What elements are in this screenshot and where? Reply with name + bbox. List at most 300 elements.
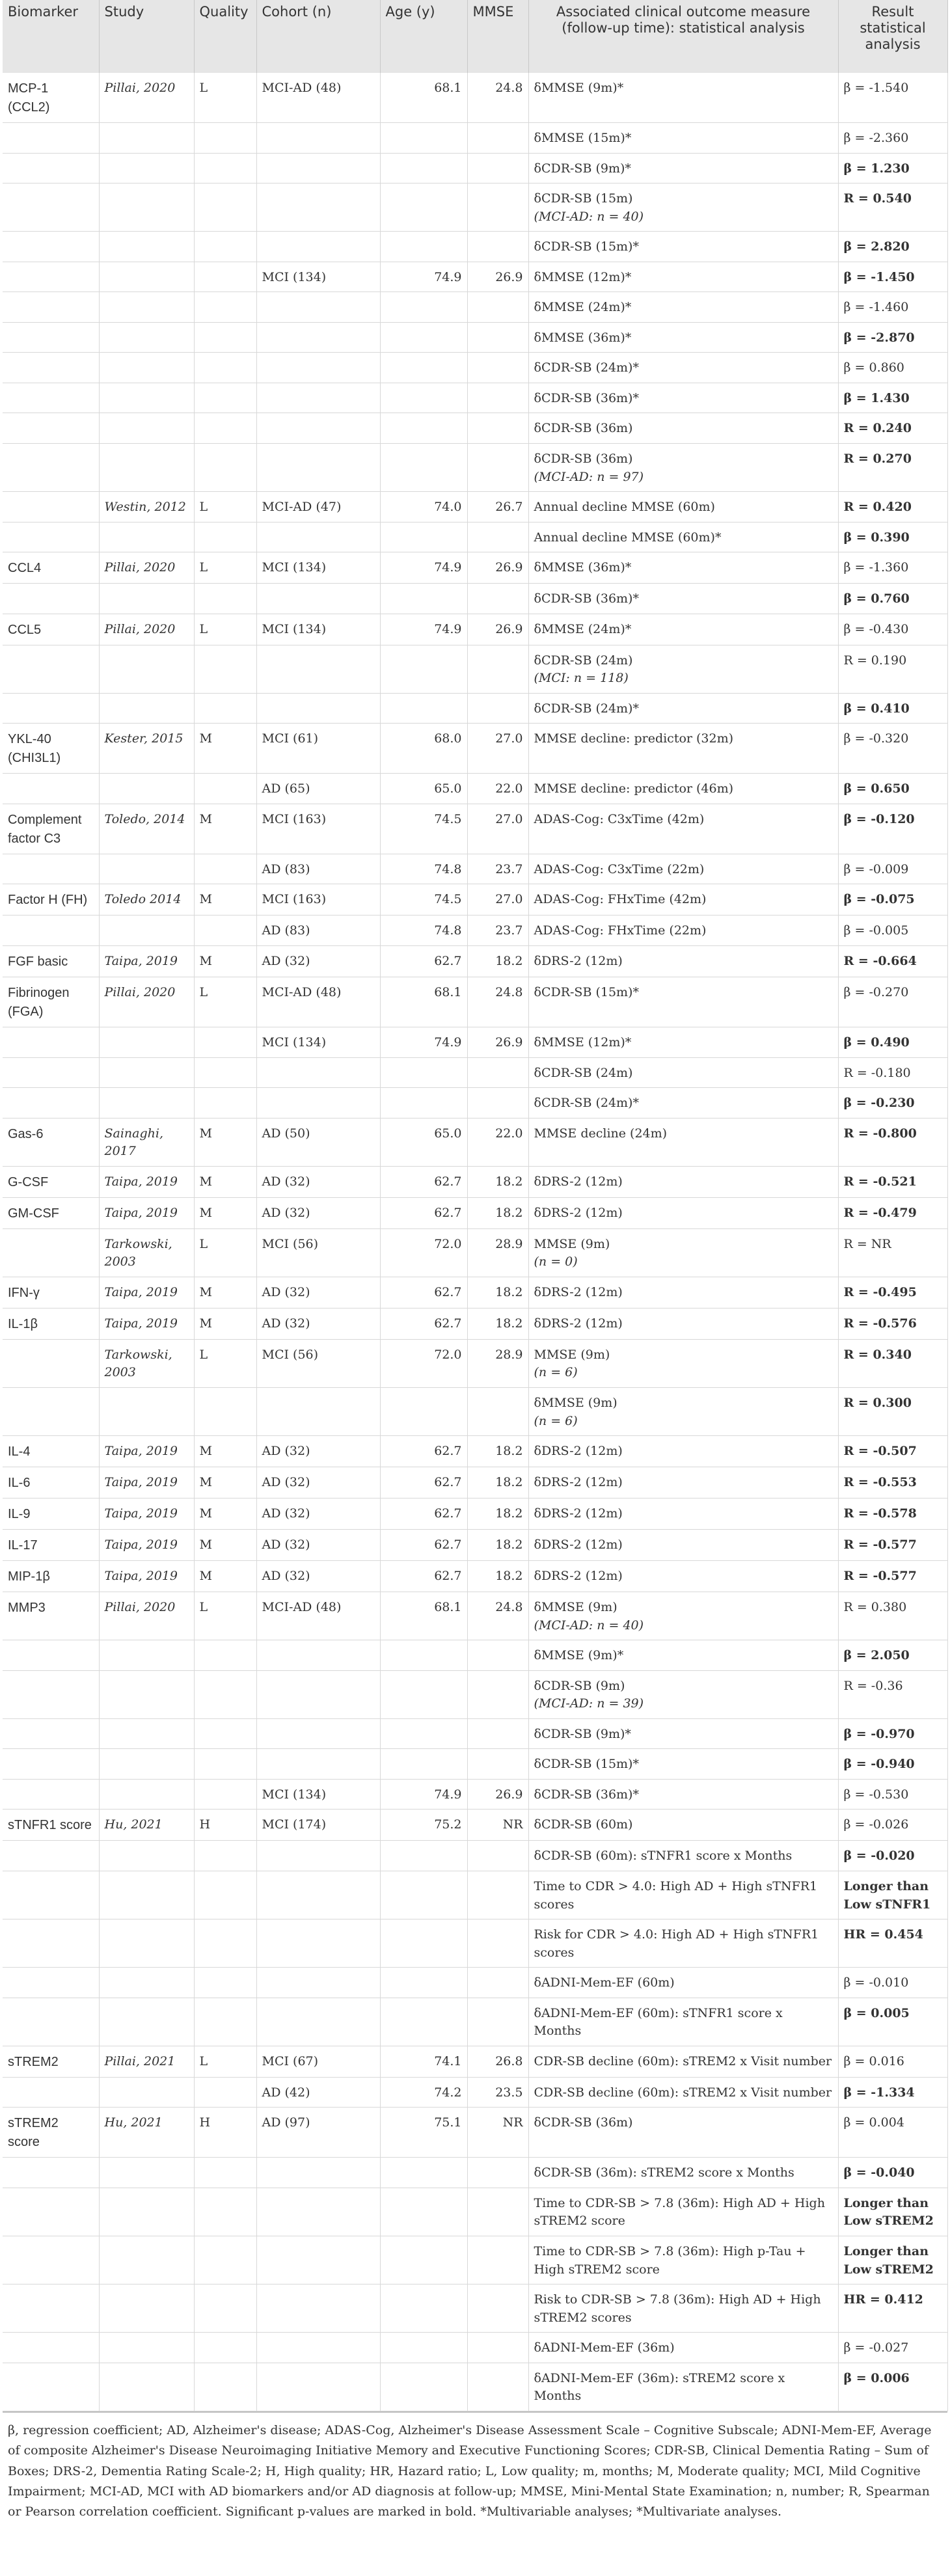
age-cell [380, 1387, 467, 1435]
age-cell [380, 2363, 467, 2411]
outcome-cell [528, 383, 838, 413]
quality-cell [194, 123, 256, 154]
age-cell [380, 1998, 467, 2046]
cohort-cell [256, 183, 380, 232]
outcome-text: δMMSE (24m)* [534, 621, 632, 636]
age-cell: 65.0 [380, 774, 467, 804]
outcome-cell [528, 977, 838, 1027]
outcome-text: δCDR-SB (9m)* [534, 161, 631, 176]
outcome-cell [528, 1308, 838, 1339]
mmse-cell [467, 232, 528, 262]
quality-cell [194, 2236, 256, 2284]
table-row [3, 1561, 947, 1592]
table-row [3, 1530, 947, 1561]
table-row [3, 977, 947, 1027]
mmse-cell [467, 444, 528, 492]
biomarker-cell [3, 292, 99, 323]
table-row [3, 1670, 947, 1718]
result-value: β = 2.050 [843, 1648, 910, 1663]
cohort-cell [256, 2236, 380, 2284]
quality-cell [194, 522, 256, 552]
biomarker-cell [3, 1919, 99, 1968]
quality-cell: L [194, 552, 256, 584]
mmse-cell [467, 153, 528, 183]
result-cell [838, 2188, 947, 2236]
table-row [3, 1718, 947, 1749]
result-value: R = -0.479 [843, 1205, 917, 1220]
table-row [3, 645, 947, 693]
outcome-cell [528, 2046, 838, 2077]
result-value: R = 0.340 [843, 1347, 912, 1362]
table-row [3, 1088, 947, 1119]
mmse-cell [467, 2363, 528, 2411]
mmse-cell [467, 1387, 528, 1435]
table-row [3, 2108, 947, 2158]
outcome-cell [528, 552, 838, 584]
study-cell [99, 1998, 194, 2046]
age-cell: 74.1 [380, 2046, 467, 2077]
quality-cell [194, 322, 256, 353]
outcome-cell [528, 1387, 838, 1435]
result-value: β = 0.490 [843, 1035, 910, 1050]
outcome-text: δMMSE (36m)* [534, 560, 632, 575]
age-cell: 75.1 [380, 2108, 467, 2158]
result-cell [838, 2158, 947, 2188]
outcome-cell [528, 2158, 838, 2188]
cohort-cell: MCI (134) [256, 552, 380, 584]
table-row [3, 1592, 947, 1640]
cohort-cell [256, 232, 380, 262]
outcome-text: δDRS-2 (12m) [534, 1475, 623, 1490]
quality-cell [194, 1919, 256, 1968]
outcome-text: ADAS-Cog: C3xTime (22m) [534, 861, 705, 876]
biomarker-cell [3, 2333, 99, 2363]
table-row [3, 322, 947, 353]
cohort-cell: MCI (163) [256, 884, 380, 915]
quality-cell: L [194, 492, 256, 522]
age-cell [380, 123, 467, 154]
age-cell: 74.0 [380, 492, 467, 522]
biomarker-cell [3, 693, 99, 724]
cohort-cell: AD (32) [256, 1166, 380, 1197]
cohort-cell: MCI (67) [256, 2046, 380, 2077]
result-cell [838, 1670, 947, 1718]
table-body [3, 73, 947, 2411]
outcome-subgroup-note: (MCI-AD: n = 40) [534, 1618, 644, 1633]
mmse-cell: 23.7 [467, 854, 528, 884]
result-cell [838, 1436, 947, 1467]
study-cell [99, 153, 194, 183]
mmse-cell [467, 322, 528, 353]
quality-cell: M [194, 946, 256, 977]
result-value: R = 0.420 [843, 500, 912, 515]
outcome-cell [528, 1436, 838, 1467]
study-cell: Taipa, 2019 [99, 1561, 194, 1592]
result-cell [838, 724, 947, 774]
mmse-cell: 24.8 [467, 1592, 528, 1640]
table-row [3, 2333, 947, 2363]
outcome-text: δCDR-SB (36m) [534, 421, 633, 436]
table-row [3, 1166, 947, 1197]
result-value: β = -0.120 [843, 811, 915, 826]
mmse-cell [467, 2188, 528, 2236]
mmse-cell [467, 2285, 528, 2333]
table-row [3, 153, 947, 183]
result-value: β = 0.760 [843, 591, 910, 606]
age-cell [380, 1749, 467, 1780]
result-value: HR = 0.412 [843, 2292, 923, 2307]
mmse-cell [467, 1998, 528, 2046]
result-value: R = -0.577 [843, 1569, 917, 1584]
table-row [3, 1387, 947, 1435]
header-age: Age (y) [380, 0, 467, 73]
table-row [3, 353, 947, 383]
study-cell: Toledo 2014 [99, 884, 194, 915]
age-cell: 74.9 [380, 614, 467, 645]
quality-cell [194, 383, 256, 413]
table-row [3, 1197, 947, 1228]
result-value: β = -0.320 [843, 731, 909, 746]
study-cell [99, 2333, 194, 2363]
cohort-cell: AD (32) [256, 1498, 380, 1530]
age-cell [380, 2158, 467, 2188]
outcome-subgroup-note: (MCI-AD: n = 39) [534, 1696, 644, 1711]
study-cell: Hu, 2021 [99, 2108, 194, 2158]
outcome-cell [528, 1841, 838, 1871]
outcome-text: δMMSE (9m)* [534, 81, 624, 95]
biomarker-cell [3, 1027, 99, 1058]
quality-cell [194, 645, 256, 693]
result-value: β = 1.430 [843, 390, 910, 405]
age-cell [380, 1640, 467, 1671]
study-cell: Taipa, 2019 [99, 1277, 194, 1308]
outcome-text: δCDR-SB (9m) [534, 1678, 625, 1693]
cohort-cell [256, 1640, 380, 1671]
age-cell: 74.2 [380, 2077, 467, 2108]
table-row [3, 2236, 947, 2284]
quality-cell: M [194, 1118, 256, 1166]
biomarker-cell [3, 123, 99, 154]
study-cell [99, 444, 194, 492]
result-cell [838, 915, 947, 946]
outcome-cell [528, 946, 838, 977]
outcome-text: ADAS-Cog: C3xTime (42m) [534, 811, 705, 826]
result-cell [838, 73, 947, 123]
study-cell [99, 232, 194, 262]
result-cell [838, 584, 947, 614]
quality-cell [194, 693, 256, 724]
age-cell [380, 693, 467, 724]
outcome-cell [528, 693, 838, 724]
quality-cell: M [194, 1467, 256, 1498]
mmse-cell: 18.2 [467, 1530, 528, 1561]
quality-cell [194, 1718, 256, 1749]
cohort-cell [256, 1871, 380, 1919]
cohort-cell: AD (65) [256, 774, 380, 804]
study-cell [99, 1749, 194, 1780]
result-value: β = -2.870 [843, 330, 915, 345]
quality-cell [194, 232, 256, 262]
table-row [3, 1998, 947, 2046]
quality-cell: M [194, 1498, 256, 1530]
quality-cell [194, 2363, 256, 2411]
cohort-cell [256, 1057, 380, 1088]
result-cell [838, 1640, 947, 1671]
biomarker-cell [3, 1968, 99, 1998]
result-cell [838, 804, 947, 854]
study-cell [99, 262, 194, 292]
outcome-subgroup-note: (n = 6) [534, 1365, 578, 1380]
result-value: R = 0.270 [843, 452, 912, 467]
table-row [3, 2158, 947, 2188]
result-value: β = -0.010 [843, 1975, 909, 1990]
result-cell [838, 884, 947, 915]
mmse-cell [467, 1841, 528, 1871]
study-cell: Taipa, 2019 [99, 1498, 194, 1530]
cohort-cell: MCI-AD (48) [256, 73, 380, 123]
biomarker-cell [3, 645, 99, 693]
outcome-cell [528, 1919, 838, 1968]
biomarker-cell [3, 522, 99, 552]
age-cell [380, 292, 467, 323]
header-row [3, 0, 947, 73]
outcome-cell [528, 444, 838, 492]
outcome-text: δCDR-SB (15m)* [534, 985, 639, 1000]
result-cell [838, 1779, 947, 1810]
result-value: β = -0.940 [843, 1757, 915, 1772]
age-cell: 74.5 [380, 804, 467, 854]
outcome-text: δCDR-SB (36m) [534, 2115, 633, 2130]
outcome-text: δADNI-Mem-EF (60m) [534, 1975, 675, 1990]
outcome-text: δCDR-SB (24m) [534, 1065, 633, 1080]
outcome-cell [528, 492, 838, 522]
mmse-cell [467, 1640, 528, 1671]
cohort-cell [256, 1749, 380, 1780]
study-cell [99, 1718, 194, 1749]
result-cell [838, 1277, 947, 1308]
study-cell: Tarkowski, 2003 [99, 1339, 194, 1387]
age-cell [380, 1841, 467, 1871]
age-cell: 68.1 [380, 1592, 467, 1640]
result-value: β = -1.540 [843, 81, 909, 95]
cohort-cell: MCI-AD (48) [256, 1592, 380, 1640]
cohort-cell [256, 444, 380, 492]
outcome-cell [528, 1530, 838, 1561]
outcome-text: δCDR-SB (24m)* [534, 360, 639, 375]
table-footnote: β, regression coefficient; AD, Alzheimer's disease; ADAS-Cog, Alzheimer's Disease Assessment Scale – Cognitive Subscale; ADNI-Mem-EF, Average of composite Alzheimer's Disease Neuroimaging Initiative Memory and Executive Functioning Scores; CDR-SB, Clinical Dementia Rating – Sum of Boxes; DRS-2, Dementia Rating Scale-2; H, High quality; HR, Hazard ratio; L, Low quality; m, months; M, Moderate quality; MCI, Mild Cognitive Impairment; MCI-AD, MCI with AD biomarkers and/or AD diagnosis at follow-up; MMSE, Mini-Mental State Examination; n, number; R, Spearman or Pearson correlation coefficient. Significant p-values are marked in bold. *Multivariable analyses; *Multivariate analyses. [3, 2411, 947, 2523]
mmse-cell: 18.2 [467, 946, 528, 977]
table-row [3, 1749, 947, 1780]
study-cell: Hu, 2021 [99, 1810, 194, 1841]
outcome-cell [528, 2188, 838, 2236]
outcome-text: δCDR-SB (24m)* [534, 701, 639, 716]
table-row [3, 552, 947, 584]
result-cell [838, 2046, 947, 2077]
quality-cell [194, 2158, 256, 2188]
study-cell: Taipa, 2019 [99, 1530, 194, 1561]
age-cell [380, 383, 467, 413]
quality-cell [194, 262, 256, 292]
outcome-cell [528, 2077, 838, 2108]
mmse-cell: 26.9 [467, 552, 528, 584]
table-row [3, 522, 947, 552]
result-value: R = -0.553 [843, 1475, 917, 1490]
result-cell [838, 552, 947, 584]
quality-cell: M [194, 1166, 256, 1197]
result-value: HR = 0.454 [843, 1927, 923, 1942]
biomarker-cell [3, 1871, 99, 1919]
cohort-cell: AD (32) [256, 1277, 380, 1308]
outcome-text: ADAS-Cog: FHxTime (42m) [534, 892, 707, 907]
table-row [3, 2285, 947, 2333]
cohort-cell: AD (97) [256, 2108, 380, 2158]
outcome-subgroup-note: (MCI: n = 118) [534, 671, 629, 686]
cohort-cell: AD (50) [256, 1118, 380, 1166]
quality-cell: L [194, 1228, 256, 1277]
study-cell: Taipa, 2019 [99, 1467, 194, 1498]
cohort-cell: MCI-AD (48) [256, 977, 380, 1027]
result-value: β = 1.230 [843, 161, 910, 176]
quality-cell: M [194, 1436, 256, 1467]
cohort-cell: AD (32) [256, 1561, 380, 1592]
result-value: R = 0.540 [843, 191, 912, 206]
biomarker-cell [3, 353, 99, 383]
outcome-cell [528, 1118, 838, 1166]
cohort-cell: MCI (163) [256, 804, 380, 854]
outcome-cell [528, 1871, 838, 1919]
mmse-cell: NR [467, 1810, 528, 1841]
result-value: β = -0.075 [843, 892, 915, 907]
biomarker-cell: IL-6 [3, 1467, 99, 1498]
mmse-cell: 18.2 [467, 1277, 528, 1308]
cohort-cell: AD (32) [256, 1530, 380, 1561]
study-cell: Toledo, 2014 [99, 804, 194, 854]
study-cell: Westin, 2012 [99, 492, 194, 522]
age-cell: 68.1 [380, 977, 467, 1027]
table-row [3, 1841, 947, 1871]
study-cell: Pillai, 2020 [99, 1592, 194, 1640]
result-cell [838, 492, 947, 522]
outcome-cell [528, 1339, 838, 1387]
age-cell: 62.7 [380, 1308, 467, 1339]
outcome-cell [528, 774, 838, 804]
result-value: R = -0.507 [843, 1444, 917, 1459]
quality-cell [194, 2333, 256, 2363]
study-cell [99, 1919, 194, 1968]
age-cell: 62.7 [380, 1197, 467, 1228]
outcome-cell [528, 1197, 838, 1228]
outcome-cell [528, 1027, 838, 1058]
table-row [3, 1810, 947, 1841]
age-cell: 74.9 [380, 1779, 467, 1810]
table-row [3, 1968, 947, 1998]
result-value: β = -0.009 [843, 861, 909, 876]
outcome-text: δADNI-Mem-EF (36m): sTREM2 score x Months [534, 2370, 785, 2404]
biomarker-cell: MCP-1 (CCL2) [3, 73, 99, 123]
outcome-cell [528, 153, 838, 183]
age-cell: 65.0 [380, 1118, 467, 1166]
header-cohort: Cohort (n) [256, 0, 380, 73]
outcome-cell [528, 1718, 838, 1749]
result-value: R = 0.240 [843, 421, 912, 436]
study-cell [99, 584, 194, 614]
result-value: β = -0.040 [843, 2165, 915, 2180]
age-cell: 68.1 [380, 73, 467, 123]
outcome-cell [528, 123, 838, 154]
table-row [3, 1118, 947, 1166]
biomarker-cell: FGF basic [3, 946, 99, 977]
mmse-cell [467, 1718, 528, 1749]
table-row [3, 1919, 947, 1968]
quality-cell [194, 1998, 256, 2046]
study-cell [99, 2363, 194, 2411]
table-row [3, 1308, 947, 1339]
age-cell [380, 522, 467, 552]
result-value: β = 2.820 [843, 239, 910, 254]
mmse-cell: 26.9 [467, 1027, 528, 1058]
result-value: β = -0.020 [843, 1849, 915, 1864]
age-cell [380, 1088, 467, 1119]
result-value: β = 0.005 [843, 2005, 910, 2020]
biomarker-cell [3, 262, 99, 292]
table-row [3, 444, 947, 492]
cohort-cell [256, 322, 380, 353]
result-cell [838, 693, 947, 724]
cohort-cell [256, 584, 380, 614]
outcome-text: δCDR-SB (24m)* [534, 1096, 639, 1111]
biomarker-cell [3, 1339, 99, 1387]
study-cell [99, 292, 194, 323]
cohort-cell [256, 123, 380, 154]
result-cell [838, 1467, 947, 1498]
table-row [3, 584, 947, 614]
result-value: β = -1.334 [843, 2085, 915, 2100]
age-cell: 75.2 [380, 1810, 467, 1841]
outcome-cell [528, 2363, 838, 2411]
mmse-cell: 18.2 [467, 1197, 528, 1228]
study-cell: Taipa, 2019 [99, 1308, 194, 1339]
mmse-cell [467, 522, 528, 552]
result-cell [838, 2363, 947, 2411]
outcome-cell [528, 1166, 838, 1197]
quality-cell [194, 774, 256, 804]
outcome-text: δDRS-2 (12m) [534, 1284, 623, 1299]
outcome-text: δCDR-SB (60m) [534, 1817, 633, 1832]
outcome-cell [528, 915, 838, 946]
outcome-cell [528, 645, 838, 693]
quality-cell [194, 1749, 256, 1780]
biomarker-cell [3, 1998, 99, 2046]
cohort-cell: MCI (134) [256, 262, 380, 292]
result-value: β = -0.970 [843, 1726, 915, 1741]
study-cell: Sainaghi, 2017 [99, 1118, 194, 1166]
cohort-cell [256, 693, 380, 724]
outcome-text: MMSE (9m) [534, 1236, 610, 1251]
table-row [3, 915, 947, 946]
cohort-cell: MCI (61) [256, 724, 380, 774]
outcome-text: Time to CDR > 4.0: High AD + High sTNFR1 scores [534, 1878, 818, 1912]
result-cell [838, 1919, 947, 1968]
outcome-text: δMMSE (36m)* [534, 330, 632, 345]
result-cell [838, 413, 947, 444]
age-cell [380, 645, 467, 693]
result-cell [838, 322, 947, 353]
table-row [3, 1277, 947, 1308]
result-value: Longer than Low sTREM2 [843, 2244, 934, 2277]
outcome-cell [528, 2333, 838, 2363]
biomarker-cell [3, 1228, 99, 1277]
result-cell [838, 977, 947, 1027]
